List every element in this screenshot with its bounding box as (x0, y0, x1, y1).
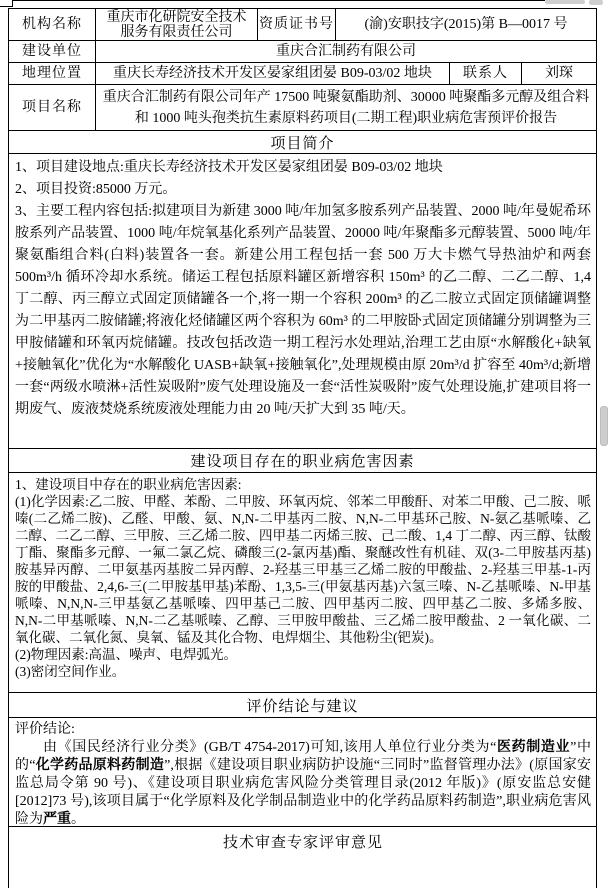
hazards-paragraph-chemical: (1)化学因素:乙二胺、甲醛、苯酚、二甲胺、环氧丙烷、邻苯二甲酸酐、对苯二甲酸、己二胺、哌嗪(二乙烯二胺)、乙醛、甲酸、氨、N,N-二甲基丙二胺、N,N-二甲基环己胺、N-氨乙基哌嗪、乙二醇、二乙二醇、三甲胺、三乙烯二胺、四甲基二丙烯三胺、己二酸、1,4 丁二醇、丙三醇、钛酸丁酯、聚酯多元醇、一氟二氯乙烷、磷酸三(2-氯丙基)酯、聚醚改性有机硅、双(3-二甲胺基丙基)胺基异丙醇、二甲氨基丙基胺二异丙醇、2-羟基三甲基三乙烯二胺的甲酸盐、2-羟基三甲基-1-丙胺的甲酸盐、2,4,6-三(二甲胺基甲基)苯酚、1,3,5-三(甲氨基丙基)六氢三嗪、N-乙基哌嗪、N-甲基哌嗪、N,N,N-三甲基氨乙基哌嗪、四甲基己二胺、四甲基丙二胺、四甲基乙二胺、多烯多胺、N,N-二甲基哌嗪、N,N-二乙基哌嗪、乙醇、三甲胺甲酸盐、三乙烯二胺甲酸盐、2 一氧化碳、二氧化碳、二氧化氮、臭氧、锰及其化合物、电焊烟尘、其他粉尘(钯炭)。 (15, 494, 591, 645)
certificate-label: 资质证书号 (259, 16, 334, 32)
row-project-name (9, 85, 596, 131)
row-conclusion-header (9, 693, 596, 718)
certificate-value-cell (336, 9, 596, 40)
previous-page-bottom-border (0, 0, 545, 1)
contact-label: 联系人 (463, 65, 508, 81)
certificate-number: (渝)安职技字(2015)第 B—0017 号 (364, 16, 568, 32)
construction-unit-name: 重庆合汇制药有限公司 (276, 43, 416, 59)
construction-unit-label: 建设单位 (22, 43, 82, 59)
conclusion-header-cell (9, 693, 596, 717)
row-intro-header (9, 131, 596, 154)
text-run: ”,根据《建设项目职业病防护设施“三同时”监督管理办法》(原国家安监总局令第 90 号)、《建设项目职业病危害风险分类管理目录(2012 年版)》(原安监总安健[2012]73 号),该项目属于“化学原料及化学制品制造业中的化学药品原料药制造”,职业病危害风险为 (15, 758, 592, 826)
project-name-value: 重庆合汇制药有限公司年产 17500 吨聚氨酯助剂、30000 吨聚酯多元醇及组合料和 1000 吨头孢类抗生素原料药项目(二期工程)职业病危害预评价报告 (102, 89, 590, 126)
top-left-cell-fragment (0, 0, 13, 7)
text-run: ”中的“ (15, 740, 592, 773)
hazards-paragraph-physical: (2)物理因素:高温、噪声、电焊弧光。 (15, 647, 237, 662)
contact-label-cell (450, 63, 522, 84)
organization-label: 机构名称 (22, 16, 82, 32)
conclusion-section-title: 评价结论与建议 (246, 698, 359, 715)
location-value-cell (96, 63, 450, 84)
bold-industry-category: 医药制造业 (496, 740, 571, 755)
hazards-section-title: 建设项目存在的职业病危害因素 (190, 454, 415, 470)
project-name-label: 项目名称 (22, 99, 82, 115)
contact-name: 刘琛 (545, 65, 573, 81)
evaluation-report-table (8, 8, 597, 888)
row-organization (9, 9, 596, 41)
conclusion-content-cell (9, 718, 596, 826)
construction-unit-value-cell (96, 41, 596, 62)
row-hazards-content (9, 473, 596, 693)
row-expert-review-header (9, 827, 596, 888)
construction-unit-label-cell (9, 41, 96, 62)
intro-section-title: 项目简介 (270, 135, 335, 152)
text-run: 由《国民经济行业分类》(GB/T 4754-2017)可知,该用人单位行业分类为“ (43, 740, 497, 755)
hazards-content-cell (9, 473, 596, 692)
organization-name-line1: 重庆市化研院安全技术 (106, 9, 247, 25)
location-label: 地理位置 (22, 65, 82, 81)
conclusion-label: 评价结论: (15, 722, 75, 737)
hazards-paragraph-confined-space: (3)密闭空间作业。 (15, 664, 126, 679)
contact-value-cell (522, 63, 596, 84)
text-run: 。 (71, 812, 85, 826)
expert-review-header-cell (9, 827, 596, 888)
intro-paragraph-scope: 3、主要工程内容包括:拟建项目为新建 3000 吨/年加氢多胺系列产品装置、2000 吨/年曼妮希环胺系列产品装置、1000 吨/年烷氧基化系列产品装置、20000 吨/年聚酯多元醇装置、5000 吨/年聚氨酯组合料(白料)装置各一套。新建公用工程包括一套 500 万大卡燃气导热油炉和两套 500m³/h 循环冷却水系统。储运工程包括原料罐区新增容积 150m³ 的乙二醇、二乙二醇、1,4 丁二醇、丙三醇立式固定顶储罐各一个,将一期一个容积 200m³ 的乙二胺立式固定顶储罐调整为二甲基丙二胺储罐;将液化烃储罐区两个容积为 60m³ 的二甲胺卧式固定顶储罐分别调整为三甲胺储罐和环氧丙烷储罐。技改包括改造一期工程污水处理站,治理工艺由原“水解酸化+缺氧+接触氧化”优化为“水解酸化 UASB+缺氧+接触氧化”,处理规模由原 20m³/d 扩容至 40m³/d;新增一套“两级水喷淋+活性炭吸附”废气处理设施及一套“活性炭吸附”废气处理设施,扩建项目将一期废气、废液焚烧系统废液处理能力由 20 吨/天扩大到 35 吨/天。 (15, 204, 591, 417)
conclusion-paragraph (15, 739, 591, 826)
intro-content-cell (9, 154, 596, 448)
location-value: 重庆长寿经济技术开发区晏家组团晏 B09-03/02 地块 (113, 65, 432, 81)
organization-label-cell (9, 9, 96, 40)
row-conclusion-content (9, 718, 596, 827)
project-name-label-cell (9, 85, 96, 130)
hazards-header-cell (9, 449, 596, 472)
row-intro-content (9, 154, 596, 449)
intro-header-cell (9, 131, 596, 153)
expert-review-section-title: 技术审查专家评审意见 (222, 835, 383, 851)
row-hazards-header (9, 449, 596, 473)
project-name-value-cell (96, 85, 596, 130)
row-construction-unit (9, 41, 596, 63)
location-label-cell (9, 63, 96, 84)
organization-name-line2: 服务有限责任公司 (120, 24, 233, 40)
certificate-label-cell (258, 9, 336, 40)
top-gray-fragment (545, 0, 585, 4)
bold-product-category: 化学药品原料药制造 (35, 758, 165, 773)
organization-value-cell (96, 9, 258, 40)
intro-paragraph-site: 1、项目建设地点:重庆长寿经济技术开发区晏家组团晏 B09-03/02 地块 (15, 160, 443, 175)
row-location (9, 63, 596, 85)
hazards-paragraph-intro: 1、建设项目中存在的职业病危害因素: (15, 477, 242, 492)
intro-paragraph-investment: 2、项目投资:85000 万元。 (15, 182, 177, 197)
bold-risk-level: 严重 (43, 812, 71, 826)
top-right-gray-fragment (589, 0, 603, 5)
vertical-scrollbar-thumb[interactable] (600, 406, 608, 446)
